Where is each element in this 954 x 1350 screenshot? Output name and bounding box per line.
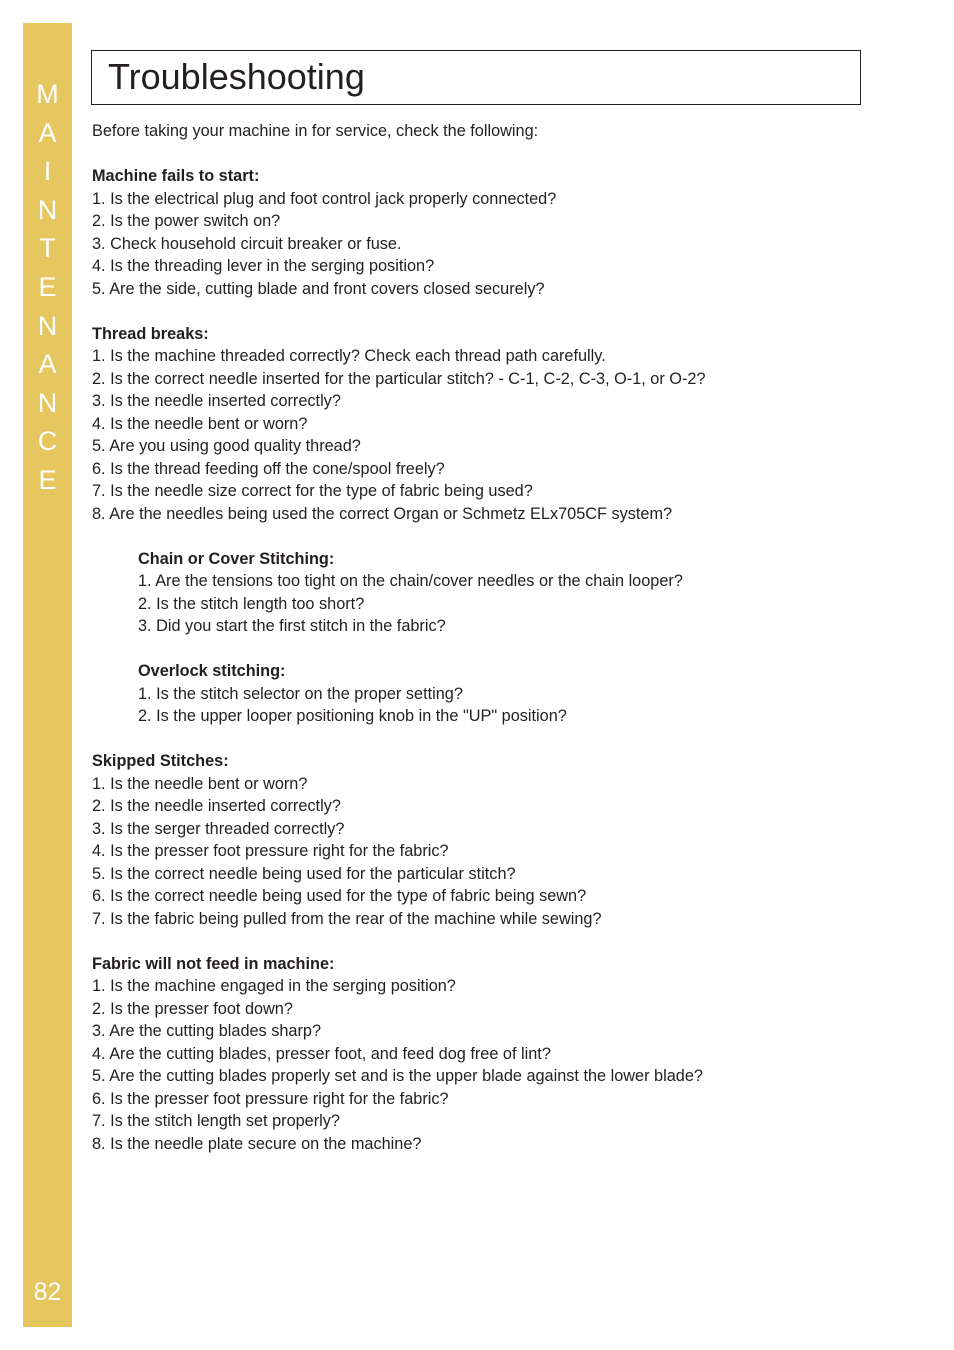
list-item: 2. Is the power switch on? — [92, 212, 281, 230]
list-item: 3. Is the needle inserted correctly? — [92, 392, 341, 410]
list-item: 1. Is the needle bent or worn? — [92, 774, 308, 793]
list-item: 4. Is the presser foot pressure right for the fabric? — [92, 842, 449, 860]
page-number: 82 — [33, 1278, 62, 1306]
section-skipped-stitches — [92, 750, 872, 930]
section-heading: Chain or Cover Stitching: — [138, 549, 335, 568]
list-item: 5. Are you using good quality thread? — [92, 437, 361, 455]
section-overlock-stitching — [92, 660, 872, 728]
section-heading: Skipped Stitches: — [92, 752, 229, 770]
side-tab-label — [23, 75, 72, 500]
side-tab-letter: I — [43, 156, 52, 187]
side-tab-letter: E — [38, 271, 57, 302]
list-item: 2. Is the stitch length too short? — [138, 594, 365, 613]
side-tab-letter: N — [37, 387, 58, 418]
section-heading: Thread breaks: — [92, 324, 209, 343]
intro-text: Before taking your machine in for service, check the following: — [92, 122, 539, 140]
side-tab-letter: A — [38, 117, 57, 148]
list-item: 1. Are the tensions too tight on the chain/cover needles or the chain looper? — [138, 572, 683, 590]
list-item: 6. Is the thread feeding off the cone/spool freely? — [92, 459, 445, 478]
side-tab-letter: E — [38, 464, 57, 495]
list-item: 6. Is the presser foot pressure right for the fabric? — [92, 1089, 449, 1108]
list-item: 7. Is the stitch length set properly? — [92, 1112, 340, 1130]
list-item: 4. Is the needle bent or worn? — [92, 414, 308, 433]
list-item: 3. Did you start the first stitch in the fabric? — [138, 617, 446, 635]
section-heading: Overlock stitching: — [138, 662, 286, 680]
list-item: 3. Are the cutting blades sharp? — [92, 1022, 321, 1040]
side-tab-letter: N — [37, 194, 58, 225]
list-item: 8. Are the needles being used the correct Organ or Schmetz ELx705CF system? — [92, 504, 673, 523]
title-box — [91, 50, 861, 105]
list-item: 7. Is the fabric being pulled from the rear of the machine while sewing? — [92, 909, 602, 928]
list-item: 4. Are the cutting blades, presser foot, and feed dog free of lint? — [92, 1044, 551, 1063]
list-item: 2. Is the correct needle inserted for the particular stitch? - C-1, C-2, C-3, O-1, or O-2? — [92, 369, 706, 388]
section-fabric-will-not-feed — [92, 953, 872, 1156]
list-item: 5. Is the correct needle being used for the particular stitch? — [92, 864, 516, 883]
maintenance-side-tab — [23, 23, 72, 1327]
list-item: 2. Is the upper looper positioning knob in the "UP" position? — [138, 707, 567, 725]
list-item: 1. Is the machine threaded correctly? Check each thread path carefully. — [92, 347, 606, 365]
troubleshooting-content — [92, 120, 872, 1178]
section-chain-or-cover-stitching — [92, 548, 872, 638]
list-item: 7. Is the needle size correct for the type of fabric being used? — [92, 482, 533, 500]
list-item: 4. Is the threading lever in the serging position? — [92, 257, 435, 275]
list-item: 2. Is the presser foot down? — [92, 999, 293, 1018]
list-item: 1. Is the electrical plug and foot control jack properly connected? — [92, 189, 557, 208]
list-item: 2. Is the needle inserted correctly? — [92, 797, 341, 815]
side-tab-letter: M — [36, 79, 59, 109]
section-heading: Fabric will not feed in machine: — [92, 954, 335, 973]
section-heading: Machine fails to start: — [92, 167, 260, 185]
list-item: 1. Is the stitch selector on the proper setting? — [138, 684, 463, 703]
list-item: 8. Is the needle plate secure on the machine? — [92, 1134, 422, 1153]
side-tab-letter: C — [37, 426, 58, 457]
side-tab-letter: N — [37, 310, 58, 341]
section-machine-fails-to-start — [92, 165, 872, 300]
list-item: 3. Check household circuit breaker or fuse. — [92, 234, 402, 253]
side-tab-letter: T — [39, 233, 56, 264]
list-item: 5. Are the cutting blades properly set and is the upper blade against the lower blade? — [92, 1067, 703, 1085]
list-item: 3. Is the serger threaded correctly? — [92, 819, 345, 838]
section-thread-breaks — [92, 323, 872, 526]
list-item: 1. Is the machine engaged in the serging position? — [92, 977, 456, 995]
list-item: 6. Is the correct needle being used for the type of fabric being sewn? — [92, 887, 587, 905]
page-title: Troubleshooting — [108, 56, 365, 97]
list-item: 5. Are the side, cutting blade and front covers closed securely? — [92, 279, 545, 298]
side-tab-letter: A — [38, 349, 57, 380]
